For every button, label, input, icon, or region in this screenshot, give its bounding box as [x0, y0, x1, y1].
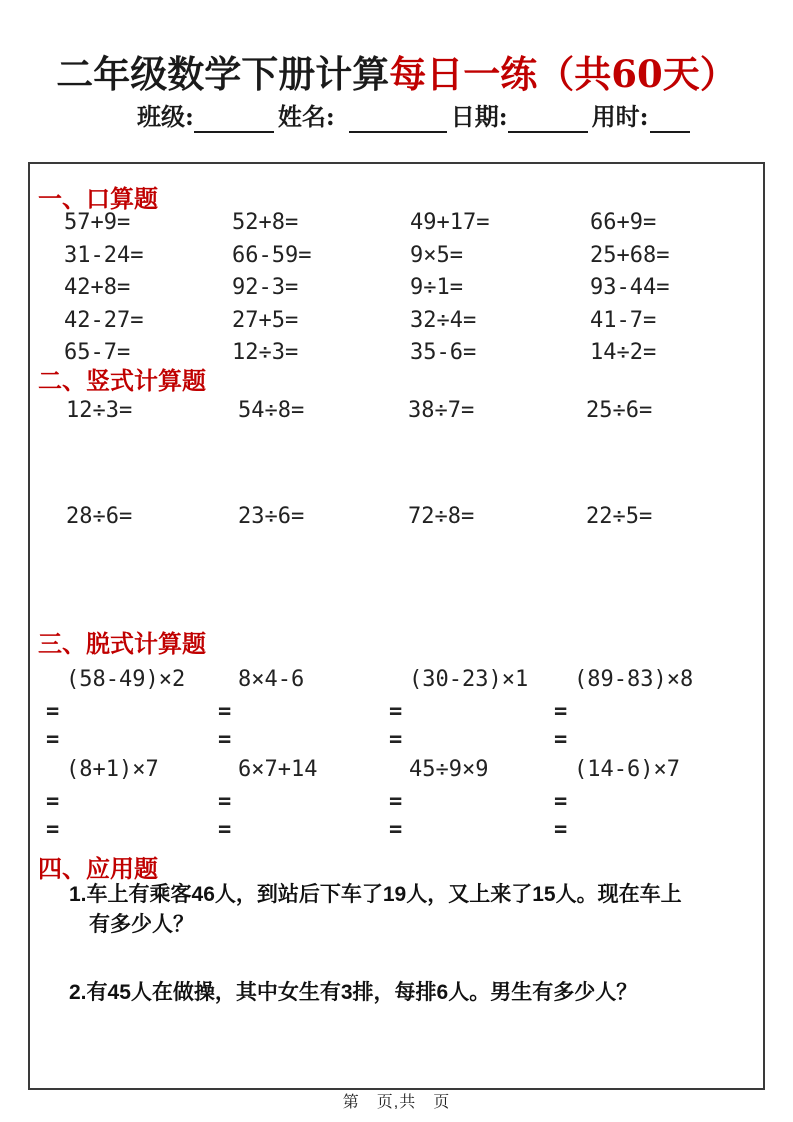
oral-problem: 14÷2= — [590, 340, 657, 365]
name-label: 姓名: — [277, 102, 335, 131]
oral-problem: 42+8= — [64, 275, 131, 300]
class-label: 班级: — [137, 102, 194, 131]
stepwise-problem — [46, 752, 218, 844]
time-blank — [650, 107, 690, 133]
vertical-problem: 54÷8= — [238, 398, 305, 423]
equals-line: = — [218, 699, 232, 724]
oral-problem: 42-27= — [64, 307, 144, 333]
date-blank — [508, 107, 588, 133]
oral-problem: 57+9= — [64, 210, 131, 235]
section-heading-word: 四、应用题 — [38, 854, 158, 883]
vertical-problem: 28÷6= — [66, 504, 133, 529]
oral-problem: 52+8= — [232, 210, 299, 235]
equals-line: = — [554, 817, 568, 842]
name-blank — [349, 107, 447, 133]
oral-problem: 31-24= — [64, 242, 144, 268]
stepwise-problem — [218, 752, 389, 844]
time-label: 用时: — [591, 102, 649, 131]
vertical-problem: 12÷3= — [66, 398, 133, 423]
equals-line: = — [218, 727, 232, 752]
class-blank — [194, 107, 274, 133]
oral-problem: 35-6= — [410, 340, 477, 365]
vertical-problem: 38÷7= — [408, 398, 475, 423]
oral-problem: 93-44= — [590, 275, 670, 300]
equals-line: = — [46, 699, 60, 724]
oral-problem: 12÷3= — [232, 340, 299, 365]
stepwise-expression: 8×4-6 — [238, 667, 305, 692]
equals-line: = — [554, 789, 568, 814]
equals-line: = — [46, 789, 60, 814]
equals-line: = — [218, 789, 232, 814]
stepwise-expression: (8+1)×7 — [66, 757, 159, 782]
section-heading-oral: 一、口算题 — [38, 184, 158, 213]
vertical-problem: 23÷6= — [238, 504, 305, 529]
stepwise-expression: (58-49)×2 — [66, 667, 186, 692]
worksheet-body — [28, 162, 765, 1090]
stepwise-problem — [46, 662, 218, 754]
oral-problem: 92-3= — [232, 275, 299, 300]
stepwise-expression: 45÷9×9 — [409, 757, 489, 782]
oral-problem: 66-59= — [232, 242, 312, 268]
stepwise-problems-row — [46, 752, 760, 844]
page-title-highlight: 每日一练（共60天） — [389, 51, 737, 96]
oral-problem: 9÷1= — [410, 275, 463, 300]
vertical-problem: 25÷6= — [586, 398, 653, 423]
vertical-problems-row — [66, 502, 760, 532]
page-title-main: 二年级数学下册计算 — [56, 51, 390, 96]
word-problem-2: 2.有45人在做操，其中女生有3排，每排6人。男生有多少人？ — [69, 981, 638, 1004]
equals-line: = — [389, 789, 403, 814]
stepwise-expression: (89-83)×8 — [574, 667, 694, 692]
date-label: 日期: — [450, 102, 508, 131]
equals-line: = — [554, 699, 568, 724]
oral-problem: 65-7= — [64, 340, 131, 365]
vertical-problem: 72÷8= — [408, 504, 475, 529]
word-problem-1: 1.车上有乘客46人，到站后下车了19人，又上来了15人。现在车上有多少人？ — [69, 883, 682, 936]
page-title — [0, 51, 793, 97]
stepwise-problem — [218, 662, 389, 754]
oral-problem: 66+9= — [590, 210, 657, 235]
equals-line: = — [389, 817, 403, 842]
vertical-problems-row — [66, 396, 760, 426]
vertical-problem: 22÷5= — [586, 504, 653, 529]
stepwise-expression: 6×7+14 — [238, 757, 318, 782]
stepwise-expression: (14-6)×7 — [574, 757, 680, 782]
equals-line: = — [218, 817, 232, 842]
equals-line: = — [46, 817, 60, 842]
equals-line: = — [554, 727, 568, 752]
oral-problem: 49+17= — [410, 210, 490, 235]
student-info-line — [137, 101, 690, 133]
equals-line: = — [389, 727, 403, 752]
oral-problem: 27+5= — [232, 307, 299, 333]
oral-problem: 9×5= — [410, 242, 463, 268]
section-heading-vertical: 二、竖式计算题 — [38, 366, 206, 395]
section-heading-stepwise: 三、脱式计算题 — [38, 629, 206, 658]
stepwise-problem — [389, 662, 554, 754]
stepwise-problem — [554, 662, 760, 754]
oral-problem: 32÷4= — [410, 307, 477, 333]
equals-line: = — [389, 699, 403, 724]
stepwise-expression: (30-23)×1 — [409, 667, 529, 692]
stepwise-problem — [554, 752, 760, 844]
oral-problem: 41-7= — [590, 307, 657, 333]
oral-problems-grid — [64, 207, 760, 370]
oral-problem: 25+68= — [590, 242, 670, 268]
equals-line: = — [46, 727, 60, 752]
stepwise-problem — [389, 752, 554, 844]
stepwise-problems-row — [46, 662, 760, 754]
page-footer: 第 页,共 页 — [342, 1094, 451, 1111]
